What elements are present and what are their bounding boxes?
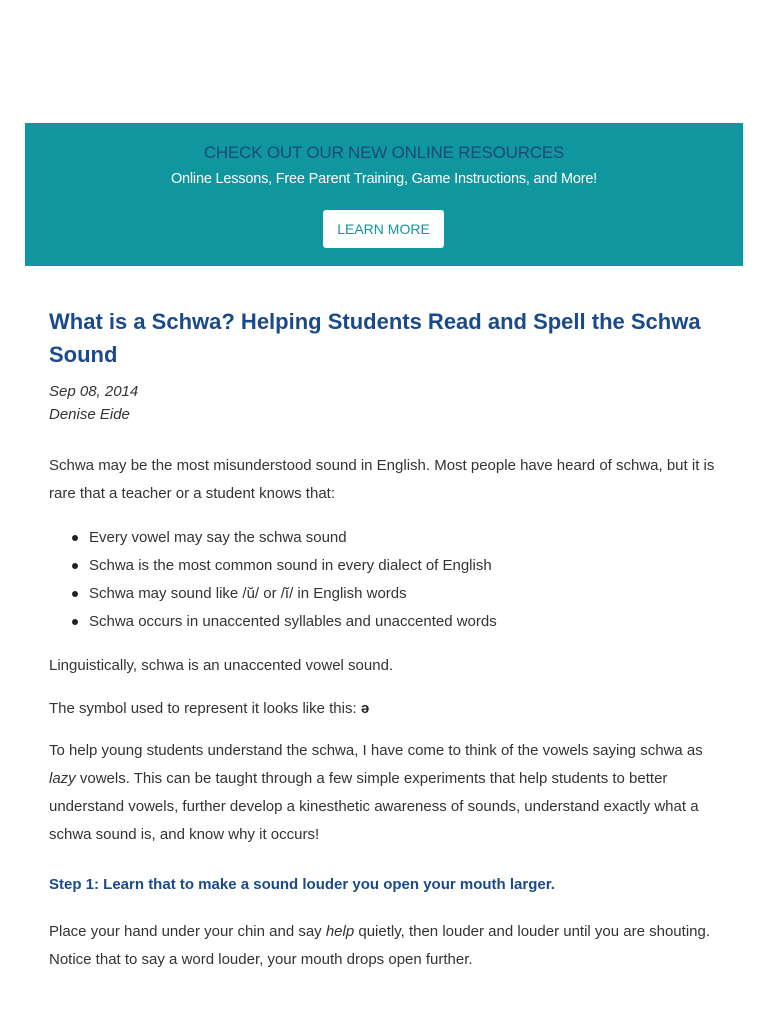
article-author: Denise Eide xyxy=(49,406,130,423)
article-date: Sep 08, 2014 xyxy=(49,383,139,400)
list-item xyxy=(89,580,729,608)
banner-subtitle: Online Lessons, Free Parent Training, Game Instructions, and More! xyxy=(170,171,598,187)
lazy-text-after: vowels. This can be taught through a few simple experiments that help students to better understand vowels, further develop a kinesthetic awareness of sounds, understand exactly what a schwa sound is, and know why it occurs! xyxy=(49,770,699,843)
bullet-icon xyxy=(72,619,78,625)
schwa-symbol: ə xyxy=(360,700,370,717)
step-1-paragraph xyxy=(49,918,729,974)
step-1-heading: Step 1: Learn that to make a sound louder you open your mouth larger. xyxy=(49,876,555,893)
article xyxy=(49,305,729,974)
step-1-text-before: Place your hand under your chin and say xyxy=(49,923,326,940)
bullet-icon xyxy=(72,563,78,569)
list-item xyxy=(89,552,729,580)
list-item xyxy=(89,608,729,636)
article-title: What is a Schwa? Helping Students Read and Spell the Schwa Sound xyxy=(49,309,701,367)
step-1-emphasis: help xyxy=(325,923,355,940)
symbol-text: The symbol used to represent it looks like this: xyxy=(49,700,361,717)
list-item xyxy=(89,524,729,552)
lazy-vowels-paragraph xyxy=(49,737,729,849)
list-item-text: Schwa may sound like /ŭ/ or /ĭ/ in English words xyxy=(89,585,407,602)
article-meta xyxy=(49,380,729,426)
list-item-text: Every vowel may say the schwa sound xyxy=(89,529,347,546)
resources-banner xyxy=(25,123,743,266)
linguistic-paragraph: Linguistically, schwa is an unaccented vowel sound. xyxy=(49,657,394,674)
learn-more-button[interactable]: LEARN MORE xyxy=(323,210,444,248)
symbol-paragraph xyxy=(49,695,729,723)
intro-paragraph: Schwa may be the most misunderstood sound in English. Most people have heard of schwa, but it is rare that a teacher or a student knows that: xyxy=(49,457,715,502)
banner-title: CHECK OUT OUR NEW ONLINE RESOURCES xyxy=(203,143,565,162)
bullet-icon xyxy=(72,591,78,597)
facts-list xyxy=(49,524,729,636)
list-item-text: Schwa occurs in unaccented syllables and unaccented words xyxy=(89,613,497,630)
bullet-icon xyxy=(72,535,78,541)
step-1-text-after: quietly, then louder and louder until you are shouting. Notice that to say a word louder, your mouth drops open further. xyxy=(49,923,710,968)
lazy-text-before: To help young students understand the schwa, I have come to think of the vowels saying schwa as xyxy=(49,742,703,759)
list-item-text: Schwa is the most common sound in every dialect of English xyxy=(89,557,492,574)
lazy-emphasis: lazy xyxy=(49,770,76,787)
